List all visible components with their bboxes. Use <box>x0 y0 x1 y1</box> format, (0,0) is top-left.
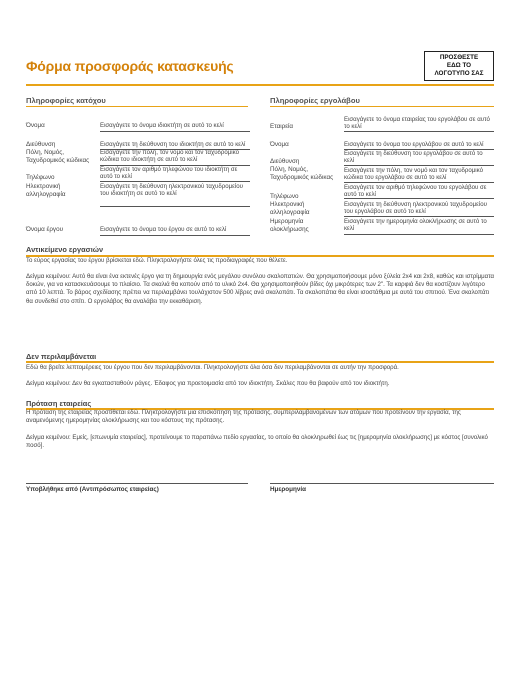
completion-date-field[interactable]: Εισαγάγετε την ημερομηνία ολοκλήρωσης σε αυτό το κελί <box>344 218 487 233</box>
proposal-example[interactable]: Δείγμα κειμένου: Εμείς, [επωνυμία εταιρείας], προτείνουμε το παραπάνω πεδίο εργασίας, το οποίο θα ολοκληρωθεί έως τις [ημερομηνία ολοκλήρωσης] με κόστος [συνολικό ποσό]. <box>26 434 488 450</box>
owner-phone-label: Τηλέφωνο <box>26 174 55 181</box>
contractor-heading-underline <box>270 106 494 107</box>
contractor-name-field[interactable]: Εισαγάγετε το όνομα του εργολάβου σε αυτό το κελί <box>344 141 484 148</box>
owner-heading-underline <box>26 106 248 107</box>
scope-title: Αντικείμενο εργασιών <box>26 245 104 254</box>
contractor-email-label-text: Ηλεκτρονική αλληλογραφία <box>270 201 310 216</box>
owner-email-label <box>26 183 66 198</box>
scope-example[interactable]: Δείγμα κειμένου: Αυτό θα είναι ένα εκτενές έργο για τη δημιουργία ενός μεγάλου συνόλου σκαλοπατιών. Θα χρησιμοποιήσουμε μόνο ξύλεία 2x4 και 2x8, καθώς και ιστρίμματα δοκών, για να κατασκευάσουμε το πλαίσιο. Τα σκαλιά θα κοπούν από το υλικό 2x4. Θα χρησιμοποιηθούν βίδες όχι μικρότερες των 2". Τα καρφιά δεν θα κοστίζουν λιγότερο από 10 λεπτά. Το βάρος σχεδίασης πρέπει να περιλαμβάνει τουλάχιστον 500 λίβρες ανά σκαλοπάτι. Τα σκαλοπάτια θα είναι ισοστάθμια με αυτά του σπιτιού. Ένα σκαλοπάτι θα συνδεθεί στο σπίτι. Ο εργολάβος θα αναλάβει την εκκαθάριση. <box>26 273 495 305</box>
contractor-company-label: Εταιρεία <box>270 123 294 130</box>
contractor-company-field[interactable]: Εισαγάγετε το όνομα εταιρείας του εργολάβου σε αυτό το κελί <box>344 116 490 131</box>
contractor-address-field[interactable]: Εισαγάγετε τη διεύθυνση του εργολάβου σε αυτό το κελί <box>344 150 483 165</box>
contractor-email-field[interactable]: Εισαγάγετε τη διεύθυνση ηλεκτρονικού ταχυδρομείου του εργολάβου σε αυτό το κελί <box>344 201 487 216</box>
owner-city-field[interactable]: Εισαγάγετε την πόλη, τον νομό και τον ταχυδρομικό κώδικα του ιδιοκτήτη σε αυτό το κελί <box>100 149 240 164</box>
completion-date-underline <box>344 234 494 235</box>
signature-line <box>26 483 248 484</box>
header-divider <box>26 84 494 86</box>
contractor-phone-field[interactable]: Εισαγάγετε τον αριθμό τηλεφώνου του εργολάβου σε αυτό το κελί <box>344 184 487 199</box>
proposal-intro[interactable]: Η πρόταση της εταιρείας προστίθεται εδώ. Πληκτρολογήστε μια επισκόπηση της πρότασης, συμπεριλαμβανομένων των ατόμων που προτείνουν την εργασία, της αναμενόμενης ημερομηνίας ολοκλήρωσης και του κόστους της πρότασης. <box>26 409 461 425</box>
logo-line: ΕΔΩ ΤΟ <box>446 61 472 69</box>
owner-name-field[interactable]: Εισαγάγετε το όνομα ιδιοκτήτη σε αυτό το κελί <box>100 122 224 129</box>
contractor-name-label: Όνομα <box>270 141 289 148</box>
owner-heading: Πληροφορίες κατόχου <box>26 96 106 105</box>
contractor-phone-label: Τηλέφωνο <box>270 193 299 200</box>
owner-email-underline <box>100 206 250 207</box>
contractor-city-underline <box>344 182 494 183</box>
owner-name-underline <box>100 131 250 132</box>
submitted-by-label: Υποβλήθηκε από (Αντιπρόσωπος εταιρείας) <box>26 486 159 493</box>
owner-email-field[interactable]: Εισαγάγετε τη διεύθυνση ηλεκτρονικού ταχυδρομείου του ιδιοκτήτη σε αυτό το κελί <box>100 183 243 198</box>
date-line <box>270 483 494 484</box>
contractor-address-label: Διεύθυνση <box>270 158 300 165</box>
contractor-city-label-text: Πόλη, Νομός, Ταχυδρομικός κώδικας <box>270 166 334 181</box>
logo-line: ΛΟΓΟΤΥΠΟ ΣΑΣ <box>434 69 484 77</box>
owner-email-label-text: Ηλεκτρονική αλληλογραφία <box>26 183 66 198</box>
contractor-company-underline <box>344 131 494 132</box>
logo-line: ΠΡΟΣΘΕΣΤΕ <box>439 54 479 61</box>
excluded-title: Δεν περιλαμβάνεται <box>26 352 97 361</box>
project-name-field[interactable]: Εισαγάγετε το όνομα του έργου σε αυτό το κελί <box>100 226 227 233</box>
project-name-label: Όνομα έργου <box>26 226 64 233</box>
contractor-heading: Πληροφορίες εργολάβου <box>270 96 360 105</box>
owner-address-field[interactable]: Εισαγάγετε τη διεύθυνση του ιδιοκτήτη σε αυτό το κελί <box>100 141 246 148</box>
proposal-title: Πρόταση εταιρείας <box>26 399 92 408</box>
contractor-city-field[interactable]: Εισαγάγετε την πόλη, τον νομό και τον ταχυδρομικό κώδικα του εργολάβου σε αυτό το κελί <box>344 167 484 182</box>
project-name-underline <box>100 235 250 236</box>
excluded-divider <box>26 361 494 363</box>
owner-address-label: Διεύθυνση <box>26 141 56 148</box>
completion-date-label <box>270 218 309 233</box>
signature-date-label: Ημερομηνία <box>270 486 306 493</box>
owner-city-label <box>26 149 89 164</box>
excluded-example[interactable]: Δείγμα κειμένου: Δεν θα εγκατασταθούν ράγες. Έδαφος για προετοιμασία από τον ιδιοκτήτη. Σκάλες που θα βαφούν από τον ιδιοκτήτη. <box>26 380 390 387</box>
contractor-email-label <box>270 201 310 216</box>
contractor-address-underline <box>344 165 494 166</box>
owner-phone-field[interactable]: Εισαγάγετε τον αριθμό τηλεφώνου του ιδιοκτήτη σε αυτό το κελί <box>100 166 238 181</box>
contractor-phone-underline <box>344 198 494 199</box>
contractor-email-underline <box>344 216 494 217</box>
owner-phone-underline <box>100 181 250 182</box>
excluded-intro[interactable]: Εδώ θα βρείτε λεπτομέρειες του έργου που δεν περιλαμβάνονται. Πληκτρολογήστε όλα όσα δεν περιλαμβάνονται σε αυτήν την προσφορά. <box>26 364 399 371</box>
contractor-city-label <box>270 166 333 181</box>
owner-city-label-text: Πόλη, Νομός, Ταχυδρομικός κώδικας <box>26 149 90 164</box>
completion-date-label-text: Ημερομηνία ολοκλήρωσης <box>270 218 309 233</box>
scope-intro[interactable]: Το εύρος εργασίας του έργου βρίσκεται εδώ. Πληκτρολογήστε όλες τις προδιαγραφές που θέλετε. <box>26 257 288 264</box>
logo-placeholder[interactable] <box>424 51 494 81</box>
owner-name-label: Όνομα <box>26 122 45 129</box>
page-title: Φόρμα προσφοράς κατασκευής <box>26 58 234 74</box>
